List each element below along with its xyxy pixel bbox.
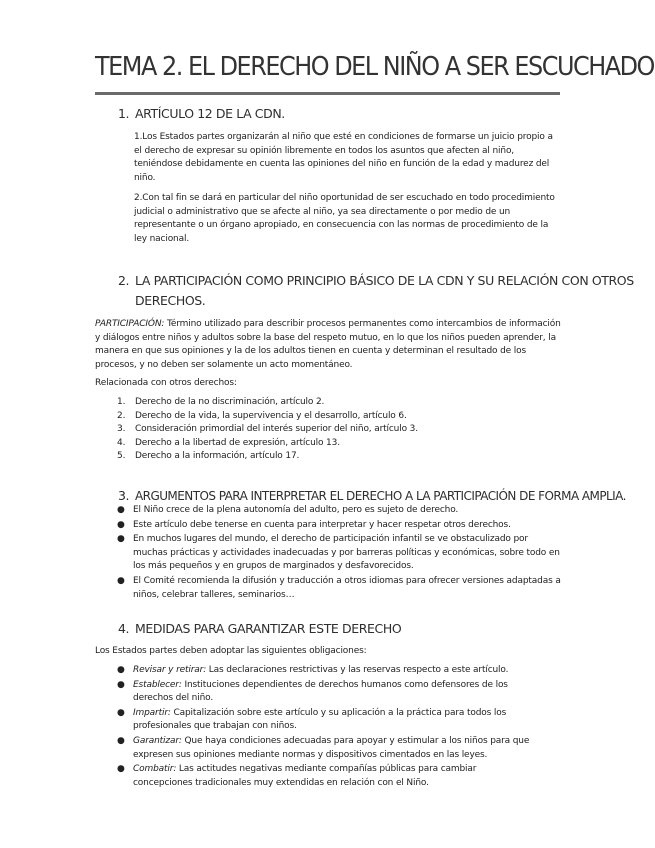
list-item	[117, 437, 557, 451]
section-3-title: ARGUMENTOS PARA INTERPRETAR EL DERECHO A LA PARTICIPACIÓN DE FORMA AMPLIA.	[135, 489, 626, 503]
list-item-number: 2.	[117, 410, 126, 421]
list-item-text: Derecho a la información, artículo 17.	[135, 451, 300, 462]
participation-definition	[95, 318, 561, 372]
section-4-number: 4.	[118, 621, 130, 636]
list-item	[115, 504, 561, 518]
list-item	[115, 575, 561, 602]
bullet-icon: ●	[117, 735, 125, 746]
bullet-icon: ●	[117, 519, 125, 530]
page-title: TEMA 2. EL DERECHO DEL NIÑO A SER ESCUCHADO	[95, 52, 654, 82]
section-1-paragraph-2: 2.Con tal fin se dará en particular del niño oportunidad de ser escuchado en todo procedimiento judicial o administrativo que se afecte al niño, ya sea directamente o por medio de un representante o un órgano apropiado, en consecuencia con las normas de procedimiento de la ley nacional.	[134, 193, 555, 244]
list-item-number: 3.	[117, 424, 126, 435]
obligations-intro: Los Estados partes deben adoptar las siguientes obligaciones:	[95, 646, 367, 656]
section-2-title-line-1: LA PARTICIPACIÓN COMO PRINCIPIO BÁSICO DE LA CDN Y SU RELACIÓN CON OTROS	[135, 273, 634, 288]
list-item-text: Las declaraciones restrictivas y las reservas respecto a este artículo.	[206, 665, 509, 675]
obligations-list	[115, 664, 535, 791]
list-item	[117, 396, 557, 410]
list-item	[115, 519, 561, 533]
list-item-text: Derecho de la vida, la supervivencia y el desarrollo, artículo 6.	[135, 410, 407, 421]
list-item-text: Instituciones dependientes de derechos humanos como defensores de los derechos del niño.	[133, 679, 508, 704]
arguments-list	[115, 504, 561, 603]
obligation-keyword: Garantizar:	[133, 735, 182, 746]
list-item-text: Este artículo debe tenerse en cuenta para interpretar y hacer respetar otros derechos.	[133, 519, 511, 530]
list-item	[117, 450, 557, 464]
section-4-title: MEDIDAS PARA GARANTIZAR ESTE DERECHO	[135, 621, 402, 636]
section-1-number: 1.	[118, 106, 130, 121]
list-item-text: Consideración primordial del interés superior del niño, artículo 3.	[135, 424, 418, 435]
list-item	[115, 763, 535, 790]
list-item	[115, 679, 535, 706]
title-underline	[95, 92, 560, 95]
list-item-text: El Comité recomienda la difusión y traducción a otros idiomas para ofrecer versiones adaptadas a niños, celebrar talleres, seminarios…	[133, 575, 561, 600]
section-3-number: 3.	[118, 488, 130, 503]
list-item-text: Derecho a la libertad de expresión, artículo 13.	[135, 437, 340, 448]
list-item	[117, 410, 557, 424]
definition-term: PARTICIPACIÓN:	[95, 319, 165, 329]
list-item-text: Derecho de la no discriminación, artículo 2.	[135, 397, 325, 407]
bullet-icon: ●	[117, 707, 125, 718]
list-item-text: Las actitudes negativas mediante compañías públicas para cambiar concepciones tradicionales muy extendidas en relación con el Niño.	[133, 764, 477, 788]
obligation-keyword: Combatir:	[133, 764, 177, 775]
bullet-icon: ●	[117, 665, 125, 675]
list-item	[115, 707, 535, 734]
bullet-icon: ●	[117, 575, 125, 586]
bullet-icon: ●	[117, 679, 125, 690]
bullet-icon: ●	[117, 534, 125, 545]
list-item	[117, 423, 557, 437]
related-rights-intro: Relacionada con otros derechos:	[95, 378, 237, 388]
definition-text: Término utilizado para describir procesos permanentes como intercambios de información y diálogos entre niños y adultos sobre la base del respeto mutuo, en lo que los niños pueden aprender, la manera en que sus opiniones y la de los adultos tienen en cuenta y determinan el resultado de los procesos, y no deben ser solamente un acto momentáneo.	[95, 319, 561, 370]
section-1-paragraph-1: 1.Los Estados partes organizarán al niño que esté en condiciones de formarse un juicio propio a el derecho de expresar su opinión libremente en todos los asuntos que afecten al niño, teniéndose debidamente en cuenta las opiniones del niño en función de la edad y madurez del niño.	[134, 132, 553, 183]
section-1-title: ARTÍCULO 12 DE LA CDN.	[135, 106, 285, 121]
list-item-number: 1.	[117, 397, 126, 407]
list-item	[115, 533, 561, 574]
related-rights-list	[117, 396, 557, 464]
list-item-text: En muchos lugares del mundo, el derecho de participación infantil se ve obstaculizado por muchas prácticas y actividades inadecuadas y por barreras políticas y económicas, sobre todo en los más pequeños y en grupos de marginados y desfavorecidos.	[133, 534, 560, 572]
obligation-keyword: Establecer:	[133, 679, 182, 690]
obligation-keyword: Revisar y retirar:	[133, 665, 207, 675]
list-item	[115, 735, 535, 762]
list-item-number: 4.	[117, 437, 126, 448]
list-item-text: Que haya condiciones adecuadas para apoyar y estimular a los niños para que expresen sus opiniones mediante normas y dispositivos cimentados en las leyes.	[133, 735, 530, 760]
bullet-icon: ●	[117, 505, 125, 515]
list-item-text: Capitalización sobre este artículo y su aplicación a la práctica para todos los profesionales que trabajan con niños.	[133, 707, 507, 732]
section-2-number: 2.	[118, 273, 130, 288]
obligation-keyword: Impartir:	[133, 707, 171, 718]
list-item	[115, 664, 535, 678]
section-2-title-line-2: DERECHOS.	[135, 293, 206, 308]
list-item-number: 5.	[117, 451, 126, 462]
list-item-text: El Niño crece de la plena autonomía del adulto, pero es sujeto de derecho.	[133, 505, 459, 515]
bullet-icon: ●	[117, 764, 125, 775]
